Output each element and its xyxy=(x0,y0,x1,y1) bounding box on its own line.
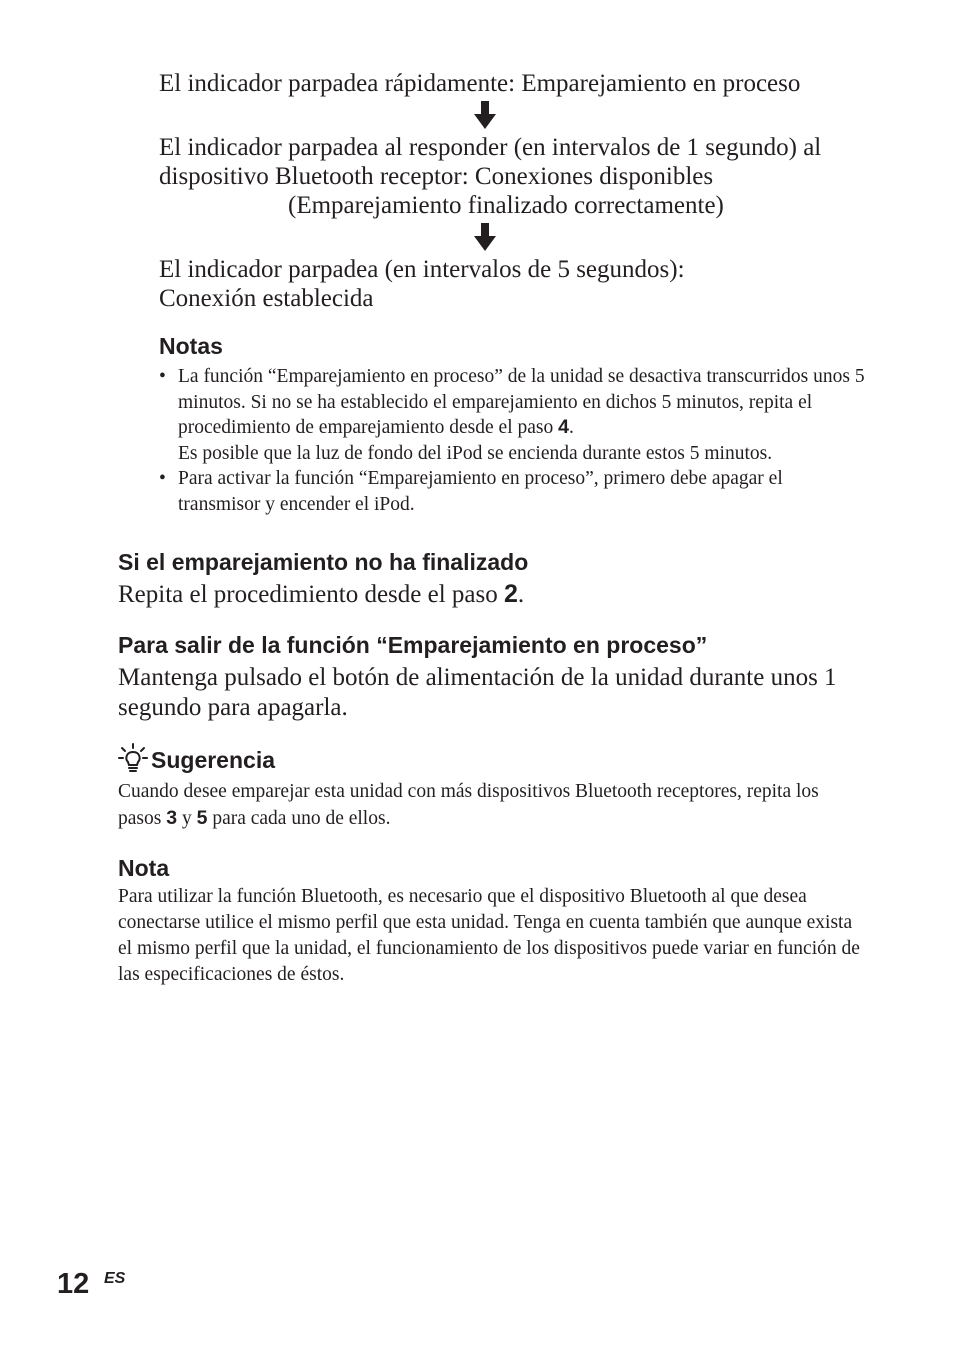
down-arrow-icon xyxy=(474,101,496,129)
step-reference: 4 xyxy=(558,416,569,438)
page-number: 12 xyxy=(57,1268,90,1300)
language-code: ES xyxy=(104,1270,126,1287)
section-not-finished-body: Repita el procedimiento desde el paso xyxy=(118,581,504,608)
notas-item-2 xyxy=(159,466,869,517)
flow-step-2-line-2: dispositivo Bluetooth receptor: Conexiones disponibles xyxy=(159,163,714,190)
sugerencia-text-b: y xyxy=(177,808,197,829)
lightbulb-icon xyxy=(118,743,148,775)
step-reference: 5 xyxy=(196,807,208,829)
bullet-icon: • xyxy=(159,366,166,387)
bullet-icon: • xyxy=(159,468,166,489)
section-exit-text: Mantenga pulsado el botón de alimentación de la unidad durante unos 1 segundo para apagarla. xyxy=(118,664,837,721)
down-arrow-icon xyxy=(474,223,496,251)
flow-step-2-line-1: El indicador parpadea al responder (en intervalos de 1 segundo) al xyxy=(159,134,822,161)
notas-list xyxy=(159,364,869,517)
sugerencia-heading: Sugerencia xyxy=(151,747,275,773)
flow-step-3-line-1: El indicador parpadea (en intervalos de 5 segundos): xyxy=(159,256,685,283)
step-reference: 3 xyxy=(166,807,178,829)
sugerencia-text-c: para cada uno de ellos. xyxy=(207,808,391,829)
section-not-finished-heading: Si el emparejamiento no ha finalizado xyxy=(118,549,529,575)
notas-item-1-text: La función “Emparejamiento en proceso” de la unidad se desactiva transcurridos unos 5 minutos. Si no se ha establecido el emparejamiento en dichos 5 minutos, repita el procedimiento de emparejamiento desde el paso xyxy=(178,366,865,438)
notas-item-1-tail: . xyxy=(568,417,574,438)
section-not-finished-text xyxy=(118,579,524,610)
notas-item-1 xyxy=(159,364,869,466)
flow-step-3-line-2: Conexión establecida xyxy=(159,285,374,312)
nota-text: Para utilizar la función Bluetooth, es necesario que el dispositivo Bluetooth al que desea conectarse utilice el mismo perfil que esta unidad. Tenga en cuenta también que aunque exista el mismo perfil que la unidad, el funcionamiento de los dispositivos puede variar en función de las especificaciones de éstos. xyxy=(118,886,860,985)
step-reference: 2 xyxy=(504,580,518,608)
nota-heading: Nota xyxy=(118,855,170,881)
notas-heading: Notas xyxy=(159,333,223,359)
sugerencia-text xyxy=(118,779,848,832)
flow-step-2-line-3: (Emparejamiento finalizado correctamente) xyxy=(288,192,724,219)
notas-item-1-text-2: Es posible que la luz de fondo del iPod se encienda durante estos 5 minutos. xyxy=(178,442,773,464)
sugerencia-text-a: Cuando desee emparejar esta unidad con más dispositivos Bluetooth receptores, repita los pasos xyxy=(118,781,819,829)
flow-step-1: El indicador parpadea rápidamente: Emparejamiento en proceso xyxy=(159,70,801,97)
section-exit-heading: Para salir de la función “Emparejamiento en proceso” xyxy=(118,632,708,658)
section-not-finished-tail: . xyxy=(517,581,525,608)
notas-item-2-text: Para activar la función “Emparejamiento en proceso”, primero debe apagar el transmisor y encender el iPod. xyxy=(178,468,783,515)
